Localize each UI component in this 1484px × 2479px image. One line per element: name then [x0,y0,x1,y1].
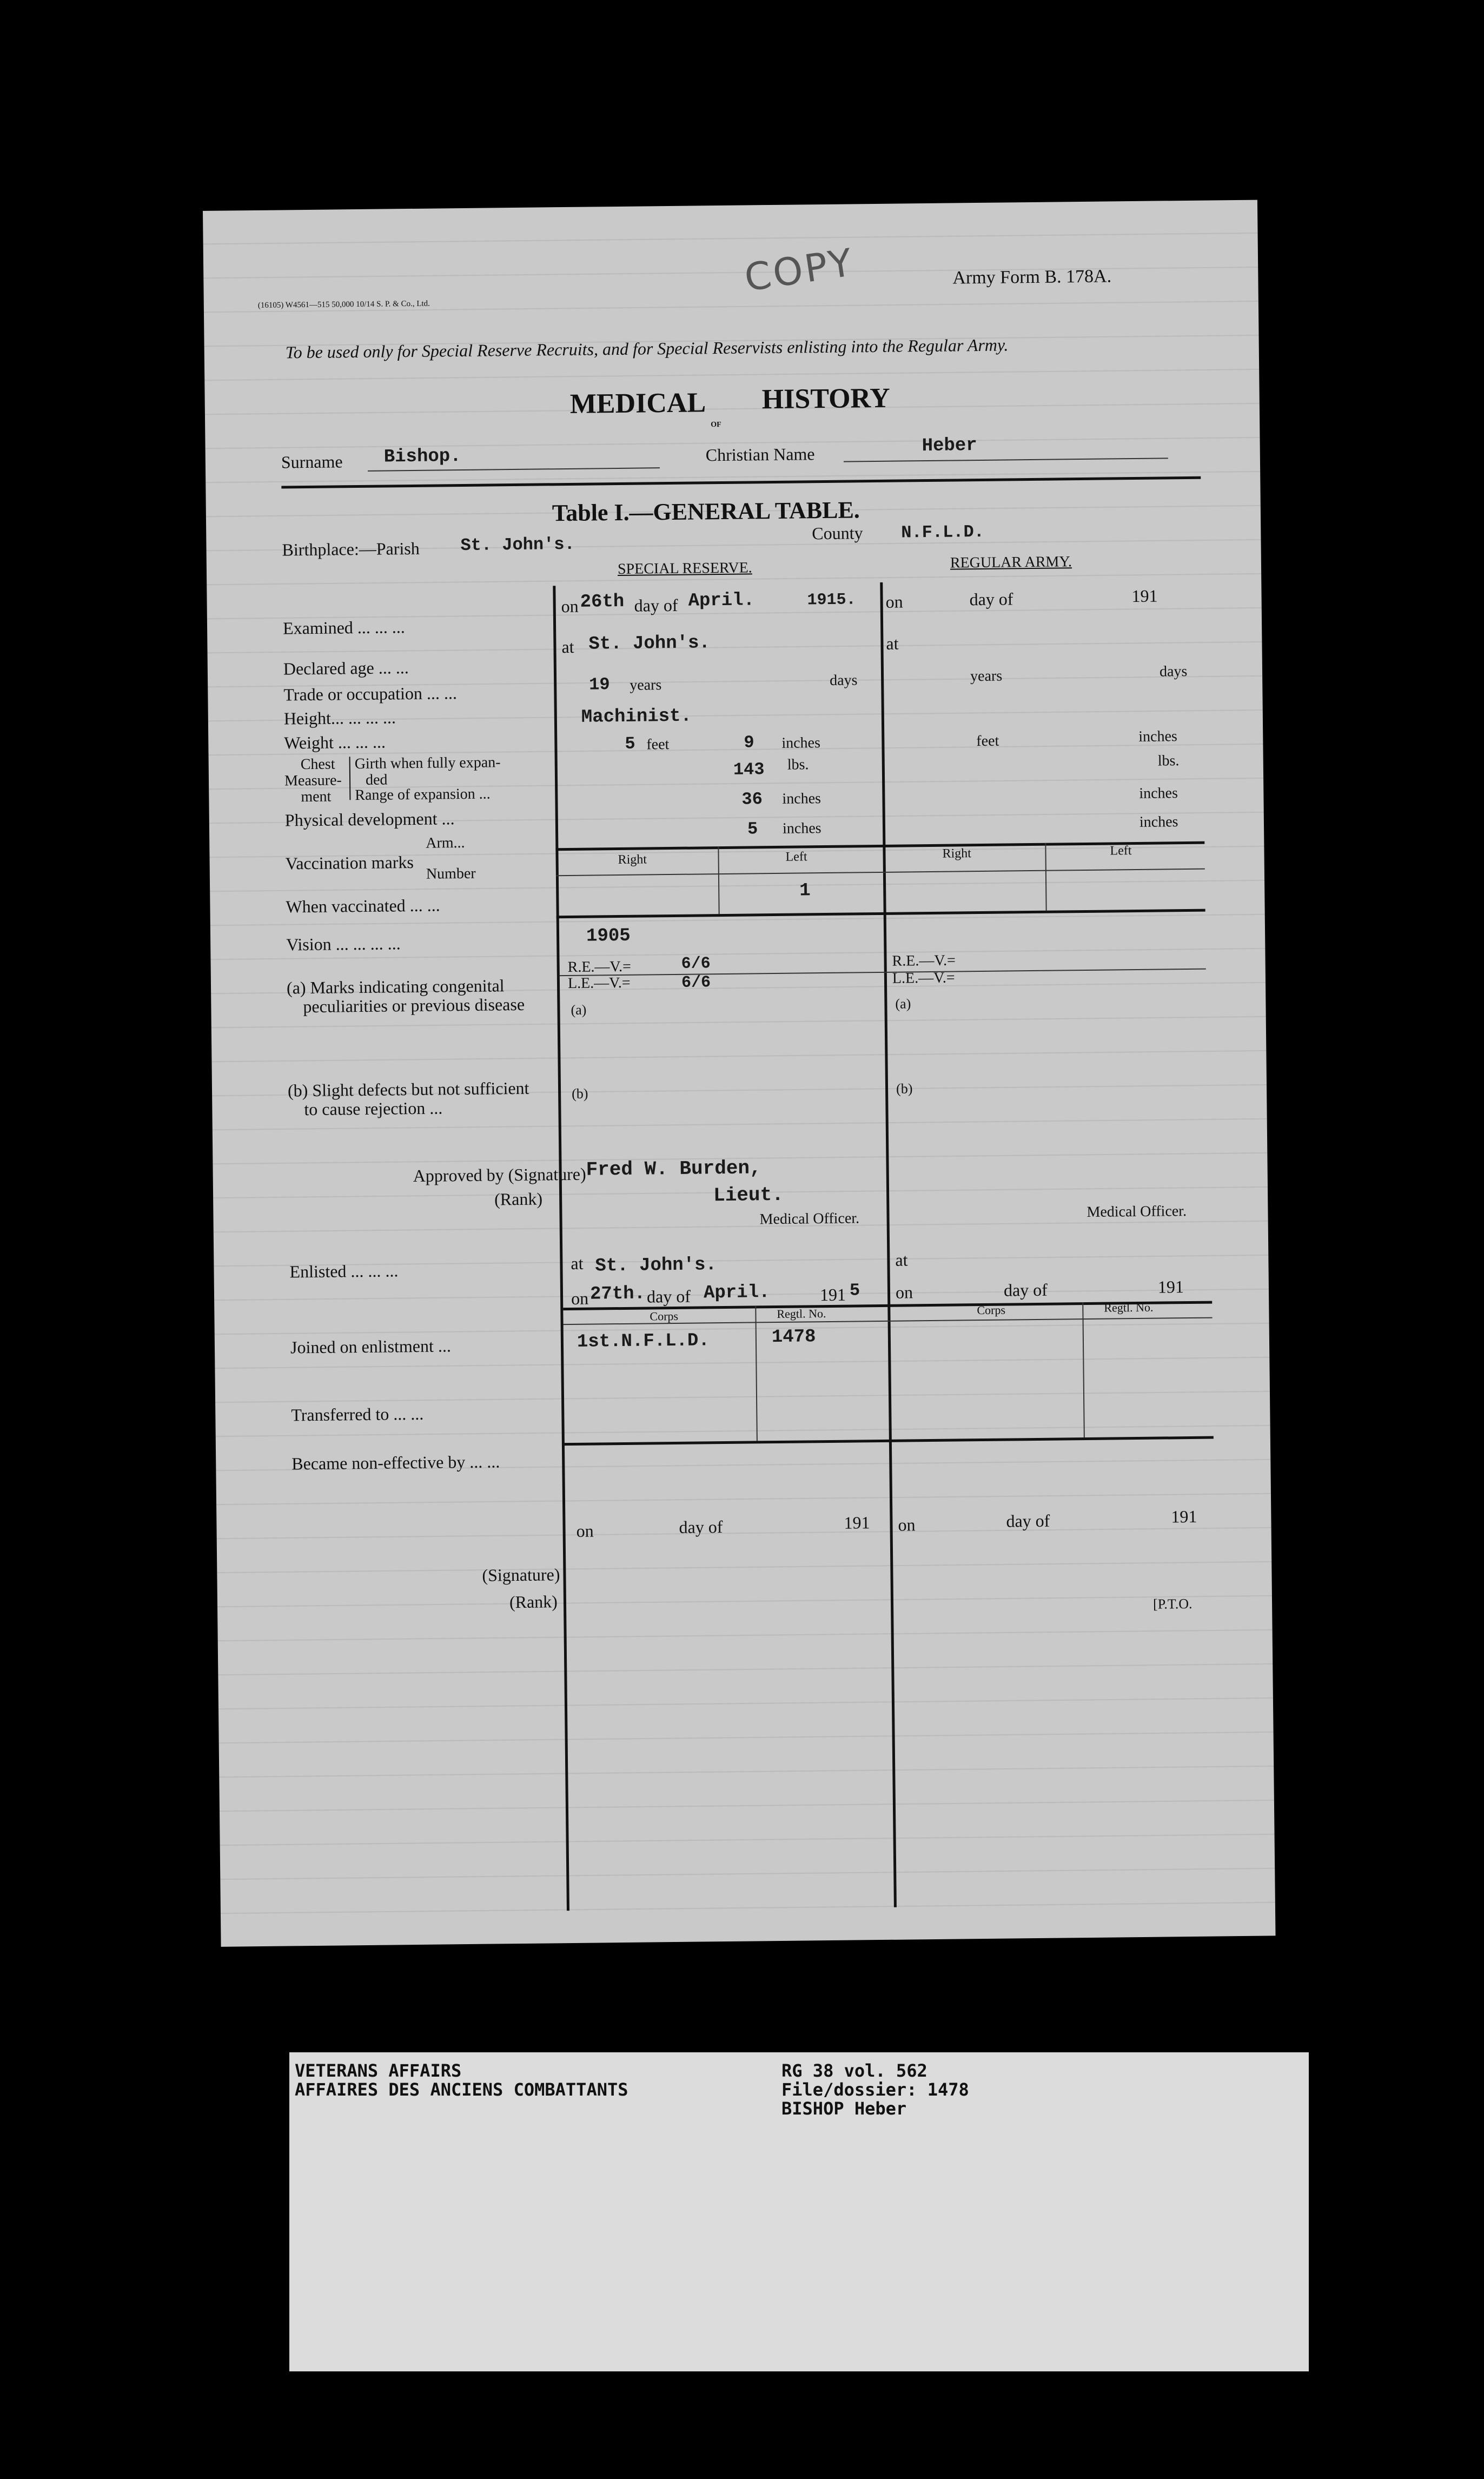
exam-on: on [561,596,579,617]
ra-range-inches: inches [1139,813,1178,831]
vacc-year: 1905 [586,925,631,947]
ra-enlist-191: 191 [1157,1277,1184,1297]
sr-vacc-left: Left [785,850,807,864]
ra-b: (b) [896,1081,913,1097]
sr-days: days [829,672,858,689]
sr-b: (b) [571,1085,588,1102]
county-label: County [812,523,863,543]
label-ment: ment [301,788,332,806]
exam-at: at [561,637,574,657]
card-line3-right: BISHOP Heber [781,2098,907,2119]
col-regular-army: REGULAR ARMY. [950,553,1072,572]
exam-month: April. [688,590,755,612]
age-years: 19 [589,674,610,695]
ne-ra-on: on [898,1515,916,1535]
surname-value: Bishop. [383,446,461,468]
label-approved-by: Approved by (Signature) [413,1164,586,1186]
ra-lbs: lbs. [1157,752,1180,770]
form-sheet [203,200,1276,1947]
ra-inches: inches [1138,728,1177,745]
label-marks-a-2: peculiarities or previous disease [303,994,525,1017]
ra-years: years [970,667,1003,685]
ra-corps-header: Corps [977,1303,1006,1317]
label-trade: Trade or occupation ... ... [283,683,458,705]
exam-day: 26th [580,591,625,613]
ra-enlist-day-of: day of [1003,1280,1048,1300]
sr-feet: feet [646,736,670,753]
sr-range-inches: inches [782,820,822,837]
label-arm: Arm... [426,834,465,852]
enlist-day-of: day of [646,1286,691,1307]
approved-rank: Lieut. [713,1183,784,1207]
sr-corps-header: Corps [650,1309,679,1323]
sr-medical-officer: Medical Officer. [759,1210,860,1228]
label-declared-age: Declared age ... ... [283,658,409,679]
ra-re-v: R.E.—V.= [892,952,956,970]
enlist-on: on [571,1288,589,1308]
print-code: (16105) W4561—515 50,000 10/14 S. P. & Co., Ltd. [257,299,430,310]
ra-enlist-on: on [895,1282,913,1302]
card-line2-right: File/dossier: 1478 [781,2079,969,2100]
ra-at: at [886,633,899,653]
title-medical: MEDICAL [569,387,706,420]
chest-range: 5 [747,819,758,839]
ra-girth-inches: inches [1139,785,1178,802]
sr-girth-inches: inches [782,790,822,807]
chest-girth: 36 [741,789,763,810]
label-examined: Examined ... ... ... [282,617,405,638]
card-line2-left: AFFAIRES DES ANCIENS COMBATTANTS [295,2079,628,2100]
copy-stamp: COPY [741,240,857,301]
corps-value: 1st.N.F.L.D. [577,1330,710,1353]
birthplace-label: Birthplace:—Parish [282,538,420,560]
ne-sr-day-of: day of [679,1517,723,1537]
enlist-place: St. John's. [595,1255,717,1277]
ra-vacc-left: Left [1110,844,1132,858]
divider-left [553,586,569,1911]
label-enlisted: Enlisted ... ... ... [289,1261,399,1282]
exam-day-of: day of [634,595,678,615]
ne-sr-on: on [576,1521,594,1541]
ne-ra-191: 191 [1171,1506,1197,1527]
regtl-no-value: 1478 [771,1327,816,1348]
form-number: Army Form B. 178A. [952,266,1112,288]
christian-name-label: Christian Name [705,444,815,465]
ra-feet: feet [976,732,999,750]
sr-vacc-right: Right [618,852,647,867]
sr-lbs: lbs. [787,756,809,773]
label-when-vaccinated: When vaccinated ... ... [286,895,440,917]
ra-regtl-header: Regtl. No. [1104,1300,1154,1315]
label-defects-b-1: (b) Slight defects but not sufficient [287,1078,529,1101]
label-range: Range of expansion ... [355,785,491,804]
pto: [P.T.O. [1152,1595,1192,1612]
sr-re-v: R.E.—V.= [567,958,632,976]
vision-le: 6/6 [681,973,711,992]
label-vaccination: Vaccination marks [285,852,414,873]
exam-place: St. John's. [588,633,711,655]
col-special-reserve: SPECIAL RESERVE. [617,559,752,578]
label-rank-bottom: (Rank) [509,1592,558,1612]
ra-enlist-at: at [895,1250,908,1270]
label-height: Height... ... ... ... [283,707,396,728]
label-non-effective: Became non-effective by ... ... [292,1451,500,1474]
label-number: Number [426,865,476,883]
ra-a: (a) [895,996,911,1012]
enlist-191: 191 [819,1284,846,1305]
ra-medical-officer: Medical Officer. [1086,1203,1187,1221]
label-chest: Chest [300,755,335,773]
ra-days: days [1159,662,1188,680]
table-title: Table I.—GENERAL TABLE. [552,496,860,527]
enlist-month: April. [703,1282,770,1304]
ra-day-of: day of [969,589,1013,609]
height-feet: 5 [625,733,635,754]
sr-le-v: L.E.—V.= [567,974,631,992]
title-of: OF [711,420,721,429]
ra-191: 191 [1131,586,1158,606]
ra-on: on [885,592,903,612]
card-line1-left: VETERANS AFFAIRS [295,2060,462,2081]
label-transferred: Transferred to ... ... [291,1403,424,1425]
sr-inches: inches [781,734,821,752]
enlist-at: at [571,1253,584,1273]
label-measure: Measure- [284,772,342,790]
card-line1-right: RG 38 vol. 562 [781,2060,928,2081]
archive-card [289,2052,1309,2371]
height-inches: 9 [744,732,754,753]
vision-re: 6/6 [681,955,711,973]
header-rule [281,476,1201,489]
trade-value: Machinist. [581,706,692,728]
ra-vacc-right: Right [942,846,972,861]
ra-le-v: L.E.—V.= [892,969,955,987]
sr-years: years [630,677,662,694]
ne-sr-191: 191 [844,1513,870,1533]
title-history: HISTORY [761,382,891,415]
divider-middle [880,582,897,1907]
label-joined: Joined on enlistment ... [290,1336,452,1357]
weight-lbs: 143 [733,759,765,780]
instructions: To be used only for Special Reserve Recruits, and for Special Reservists enlisting into the Regular Army. [285,335,1009,362]
approved-name: Fred W. Burden, [586,1157,761,1181]
label-weight: Weight ... ... ... [284,732,386,753]
sr-regtl-header: Regtl. No. [777,1307,826,1321]
label-vision: Vision ... ... ... ... [286,933,401,955]
sr-a: (a) [571,1002,587,1018]
exam-year: 1915. [807,591,856,610]
vacc-number-left: 1 [799,880,811,902]
label-defects-b-2: to cause rejection ... [304,1098,443,1119]
label-ded: ded [365,771,388,788]
enlist-year-suffix: 5 [849,1280,860,1301]
surname-label: Surname [281,452,343,472]
label-signature: (Signature) [482,1565,560,1585]
enlist-day: 27th. [589,1283,646,1305]
christian-name-value: Heber [922,435,977,457]
label-physical: Physical development ... [284,808,455,830]
ne-ra-day-of: day of [1006,1510,1050,1531]
label-rank: (Rank) [494,1189,543,1209]
birthplace-value: St. John's. [460,534,575,556]
label-girth: Girth when fully expan- [354,754,501,773]
county-value: N.F.L.D. [901,521,985,543]
label-marks-a-1: (a) Marks indicating congenital [286,976,505,998]
